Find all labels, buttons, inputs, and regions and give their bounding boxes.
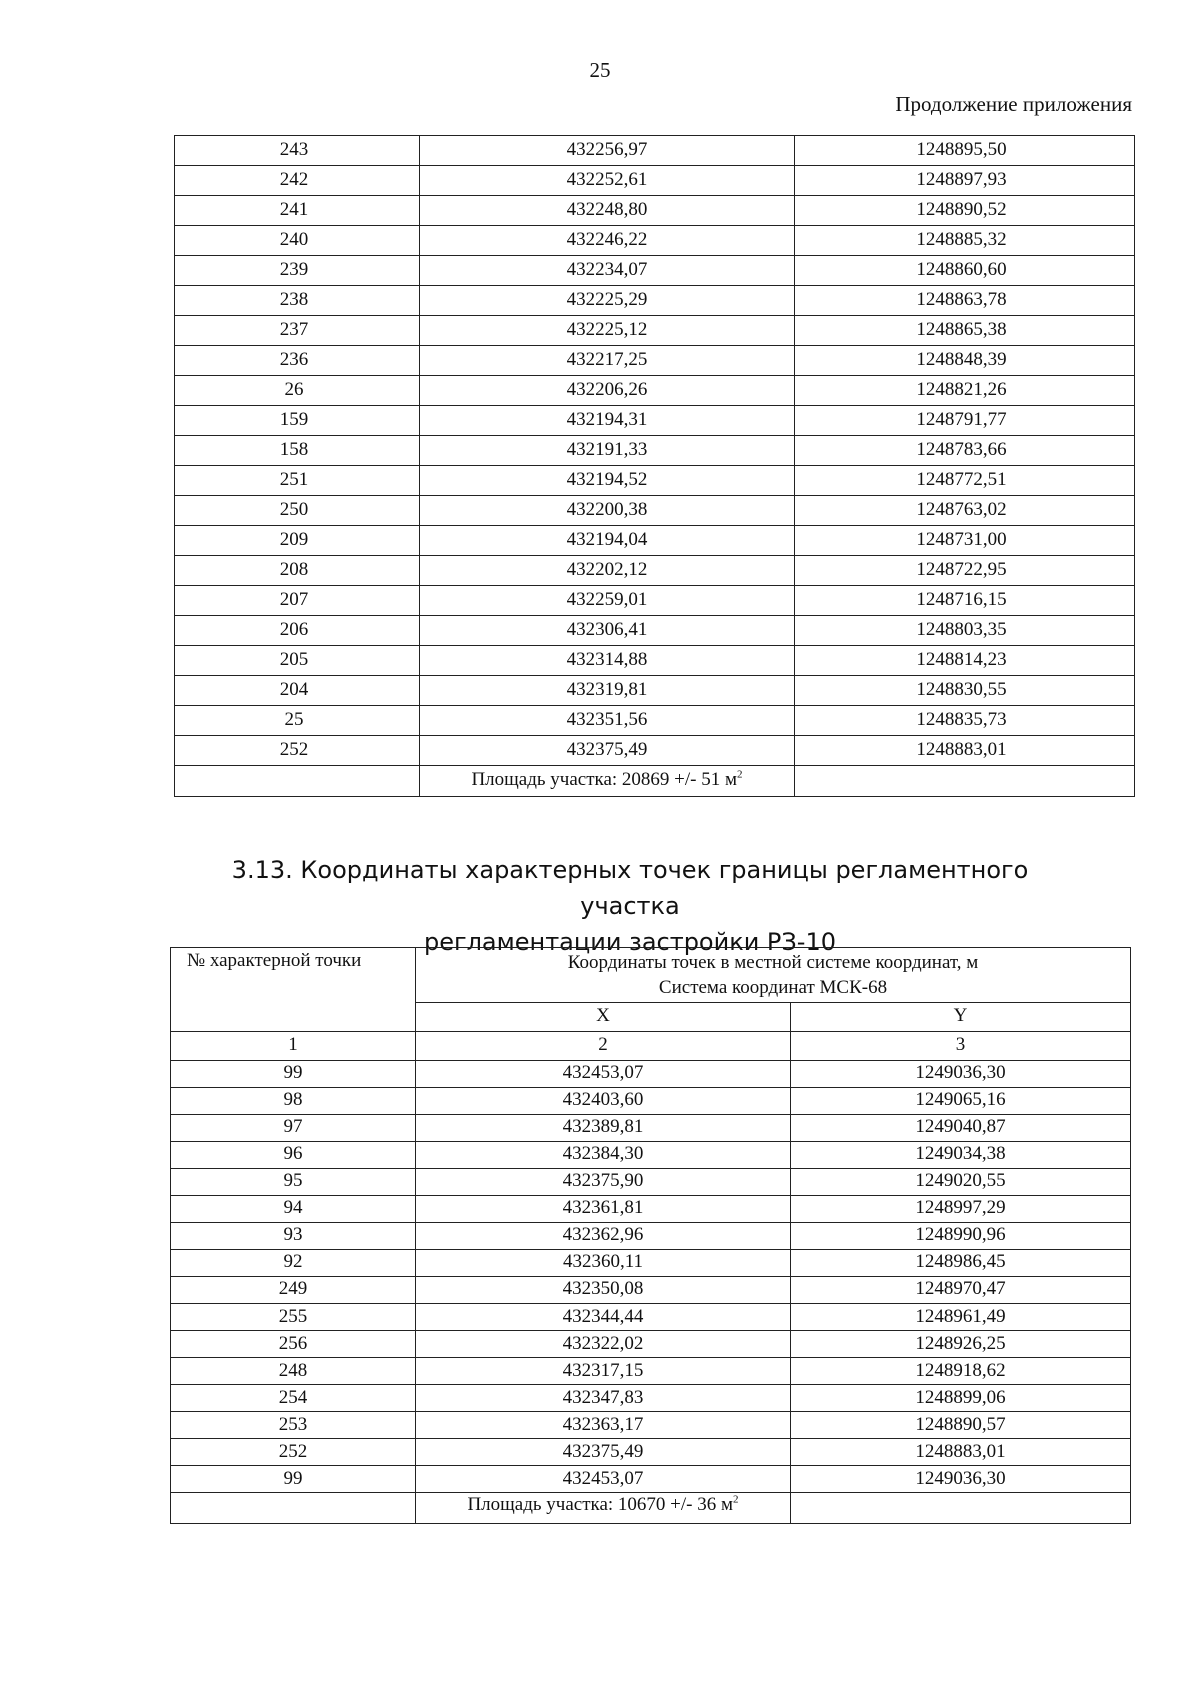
table-row	[175, 226, 1135, 256]
x-coordinate-cell: 432206,26	[420, 376, 795, 406]
y-coordinate-cell: 1248890,52	[795, 196, 1135, 226]
table-row	[171, 1088, 1131, 1115]
table-row	[175, 496, 1135, 526]
y-coordinate-cell: 1248731,00	[795, 526, 1135, 556]
y-coordinate-cell: 1248772,51	[795, 466, 1135, 496]
point-number-cell: 252	[171, 1439, 416, 1466]
x-coordinate-cell: 432259,01	[420, 586, 795, 616]
table2-header-row	[171, 948, 1131, 1003]
point-number-cell: 205	[175, 646, 420, 676]
x-coordinate-cell: 432194,04	[420, 526, 795, 556]
point-number-cell: 158	[175, 436, 420, 466]
y-coordinate-cell: 1248897,93	[795, 166, 1135, 196]
table-row	[175, 616, 1135, 646]
x-coordinate-cell: 432360,11	[416, 1250, 791, 1277]
point-number-cell: 256	[171, 1331, 416, 1358]
y-coordinate-cell: 1248716,15	[795, 586, 1135, 616]
column-number-3: 3	[791, 1032, 1131, 1061]
point-number-cell: 243	[175, 136, 420, 166]
point-number-cell: 207	[175, 586, 420, 616]
coordinates-table-continued	[174, 135, 1135, 797]
point-number-cell: 96	[171, 1142, 416, 1169]
header-coordinates-line-1: Координаты точек в местной системе координат, м	[567, 952, 979, 973]
column-number-1: 1	[171, 1032, 416, 1061]
y-coordinate-cell: 1249020,55	[791, 1169, 1131, 1196]
area-empty-cell	[175, 766, 420, 797]
area-row	[175, 766, 1135, 797]
area-unit-exponent: 2	[733, 1493, 739, 1506]
x-coordinate-cell: 432246,22	[420, 226, 795, 256]
x-coordinate-cell: 432314,88	[420, 646, 795, 676]
y-coordinate-cell: 1248860,60	[795, 256, 1135, 286]
page-number: 25	[589, 58, 611, 82]
point-number-cell: 250	[175, 496, 420, 526]
x-coordinate-cell: 432319,81	[420, 676, 795, 706]
x-coordinate-cell: 432191,33	[420, 436, 795, 466]
x-coordinate-cell: 432202,12	[420, 556, 795, 586]
point-number-cell: 95	[171, 1169, 416, 1196]
x-coordinate-cell: 432384,30	[416, 1142, 791, 1169]
table-row	[175, 706, 1135, 736]
x-coordinate-cell: 432361,81	[416, 1196, 791, 1223]
table-row	[175, 406, 1135, 436]
point-number-cell: 26	[175, 376, 420, 406]
x-coordinate-cell: 432350,08	[416, 1277, 791, 1304]
column-number-2: 2	[416, 1032, 791, 1061]
y-coordinate-cell: 1248763,02	[795, 496, 1135, 526]
table-row	[171, 1277, 1131, 1304]
y-coordinate-cell: 1248883,01	[791, 1439, 1131, 1466]
table-row	[175, 736, 1135, 766]
header-x: X	[416, 1003, 791, 1032]
y-coordinate-cell: 1248986,45	[791, 1250, 1131, 1277]
area-row	[171, 1493, 1131, 1524]
y-coordinate-cell: 1248722,95	[795, 556, 1135, 586]
point-number-cell: 242	[175, 166, 420, 196]
point-number-cell: 97	[171, 1115, 416, 1142]
table-row	[171, 1466, 1131, 1493]
table-row	[171, 1385, 1131, 1412]
continuation-label: Продолжение приложения	[895, 92, 1132, 116]
point-number-cell: 94	[171, 1196, 416, 1223]
x-coordinate-cell: 432317,15	[416, 1358, 791, 1385]
x-coordinate-cell: 432225,12	[420, 316, 795, 346]
section-title	[180, 852, 1080, 960]
y-coordinate-cell: 1249036,30	[791, 1061, 1131, 1088]
table-row	[171, 1061, 1131, 1088]
point-number-cell: 206	[175, 616, 420, 646]
y-coordinate-cell: 1248890,57	[791, 1412, 1131, 1439]
table-row	[171, 1115, 1131, 1142]
x-coordinate-cell: 432453,07	[416, 1061, 791, 1088]
area-empty-cell	[791, 1493, 1131, 1524]
table2-body	[171, 948, 1131, 1524]
x-coordinate-cell: 432389,81	[416, 1115, 791, 1142]
y-coordinate-cell: 1248885,32	[795, 226, 1135, 256]
table-row	[175, 376, 1135, 406]
point-number-cell: 204	[175, 676, 420, 706]
y-coordinate-cell: 1248970,47	[791, 1277, 1131, 1304]
table-row	[175, 196, 1135, 226]
point-number-cell: 241	[175, 196, 420, 226]
table-row	[175, 346, 1135, 376]
y-coordinate-cell: 1248821,26	[795, 376, 1135, 406]
y-coordinate-cell: 1248883,01	[795, 736, 1135, 766]
x-coordinate-cell: 432194,52	[420, 466, 795, 496]
point-number-cell: 99	[171, 1466, 416, 1493]
y-coordinate-cell: 1248791,77	[795, 406, 1135, 436]
y-coordinate-cell: 1248814,23	[795, 646, 1135, 676]
x-coordinate-cell: 432200,38	[420, 496, 795, 526]
table-row	[175, 286, 1135, 316]
point-number-cell: 255	[171, 1304, 416, 1331]
table-row	[175, 466, 1135, 496]
y-coordinate-cell: 1248803,35	[795, 616, 1135, 646]
point-number-cell: 92	[171, 1250, 416, 1277]
x-coordinate-cell: 432375,49	[416, 1439, 791, 1466]
point-number-cell: 248	[171, 1358, 416, 1385]
point-number-cell: 239	[175, 256, 420, 286]
header-coordinates	[416, 948, 1131, 1003]
y-coordinate-cell: 1248899,06	[791, 1385, 1131, 1412]
coordinates-table-rz10	[170, 947, 1131, 1524]
area-unit-exponent: 2	[737, 768, 743, 781]
y-coordinate-cell: 1248783,66	[795, 436, 1135, 466]
y-coordinate-cell: 1248918,62	[791, 1358, 1131, 1385]
x-coordinate-cell: 432306,41	[420, 616, 795, 646]
x-coordinate-cell: 432362,96	[416, 1223, 791, 1250]
x-coordinate-cell: 432256,97	[420, 136, 795, 166]
section-title-line-1: 3.13. Координаты характерных точек границы регламентного участка	[231, 856, 1029, 920]
x-coordinate-cell: 432248,80	[420, 196, 795, 226]
point-number-cell: 209	[175, 526, 420, 556]
point-number-cell: 254	[171, 1385, 416, 1412]
table-row	[175, 436, 1135, 466]
table-row	[175, 676, 1135, 706]
area-empty-cell	[171, 1493, 416, 1524]
area-empty-cell	[795, 766, 1135, 797]
point-number-cell: 25	[175, 706, 420, 736]
table-row	[175, 526, 1135, 556]
x-coordinate-cell: 432403,60	[416, 1088, 791, 1115]
table-row	[171, 1358, 1131, 1385]
x-coordinate-cell: 432375,49	[420, 736, 795, 766]
point-number-cell: 252	[175, 736, 420, 766]
x-coordinate-cell: 432347,83	[416, 1385, 791, 1412]
area-cell	[416, 1493, 791, 1524]
point-number-cell: 99	[171, 1061, 416, 1088]
point-number-cell: 98	[171, 1088, 416, 1115]
y-coordinate-cell: 1249065,16	[791, 1088, 1131, 1115]
table-row	[175, 586, 1135, 616]
point-number-cell: 253	[171, 1412, 416, 1439]
y-coordinate-cell: 1248895,50	[795, 136, 1135, 166]
y-coordinate-cell: 1249036,30	[791, 1466, 1131, 1493]
y-coordinate-cell: 1248990,96	[791, 1223, 1131, 1250]
y-coordinate-cell: 1249034,38	[791, 1142, 1131, 1169]
table-row	[171, 1304, 1131, 1331]
table-row	[171, 1223, 1131, 1250]
x-coordinate-cell: 432252,61	[420, 166, 795, 196]
point-number-cell: 249	[171, 1277, 416, 1304]
y-coordinate-cell: 1248926,25	[791, 1331, 1131, 1358]
point-number-cell: 238	[175, 286, 420, 316]
x-coordinate-cell: 432234,07	[420, 256, 795, 286]
point-number-cell: 93	[171, 1223, 416, 1250]
table1-body	[175, 136, 1135, 797]
point-number-cell: 159	[175, 406, 420, 436]
area-text: Площадь участка: 10670 +/- 36 м	[467, 1494, 734, 1515]
x-coordinate-cell: 432453,07	[416, 1466, 791, 1493]
x-coordinate-cell: 432217,25	[420, 346, 795, 376]
table-row	[175, 316, 1135, 346]
table-row	[175, 256, 1135, 286]
point-number-cell: 251	[175, 466, 420, 496]
table-row	[171, 1331, 1131, 1358]
x-coordinate-cell: 432194,31	[420, 406, 795, 436]
header-y: Y	[791, 1003, 1131, 1032]
y-coordinate-cell: 1248835,73	[795, 706, 1135, 736]
point-number-cell: 236	[175, 346, 420, 376]
y-coordinate-cell: 1249040,87	[791, 1115, 1131, 1142]
header-point-number: № характерной точки	[171, 948, 416, 1032]
y-coordinate-cell: 1248863,78	[795, 286, 1135, 316]
area-text: Площадь участка: 20869 +/- 51 м	[471, 769, 738, 790]
x-coordinate-cell: 432322,02	[416, 1331, 791, 1358]
table-row	[175, 166, 1135, 196]
y-coordinate-cell: 1248961,49	[791, 1304, 1131, 1331]
table-row	[171, 1169, 1131, 1196]
section-title-line-2: регламентации застройки РЗ-10	[423, 928, 836, 956]
table-row	[171, 1196, 1131, 1223]
table-row	[171, 1250, 1131, 1277]
y-coordinate-cell: 1248848,39	[795, 346, 1135, 376]
table-row	[175, 646, 1135, 676]
table-row	[171, 1412, 1131, 1439]
x-coordinate-cell: 432363,17	[416, 1412, 791, 1439]
x-coordinate-cell: 432344,44	[416, 1304, 791, 1331]
table-row	[171, 1142, 1131, 1169]
table-row	[171, 1439, 1131, 1466]
table-row	[175, 136, 1135, 166]
point-number-cell: 237	[175, 316, 420, 346]
y-coordinate-cell: 1248830,55	[795, 676, 1135, 706]
point-number-cell: 240	[175, 226, 420, 256]
x-coordinate-cell: 432225,29	[420, 286, 795, 316]
table2-column-numbers-row	[171, 1032, 1131, 1061]
x-coordinate-cell: 432351,56	[420, 706, 795, 736]
table-row	[175, 556, 1135, 586]
y-coordinate-cell: 1248865,38	[795, 316, 1135, 346]
y-coordinate-cell: 1248997,29	[791, 1196, 1131, 1223]
x-coordinate-cell: 432375,90	[416, 1169, 791, 1196]
header-coordinates-line-2: Система координат МСК-68	[658, 977, 888, 998]
point-number-cell: 208	[175, 556, 420, 586]
area-cell	[420, 766, 795, 797]
